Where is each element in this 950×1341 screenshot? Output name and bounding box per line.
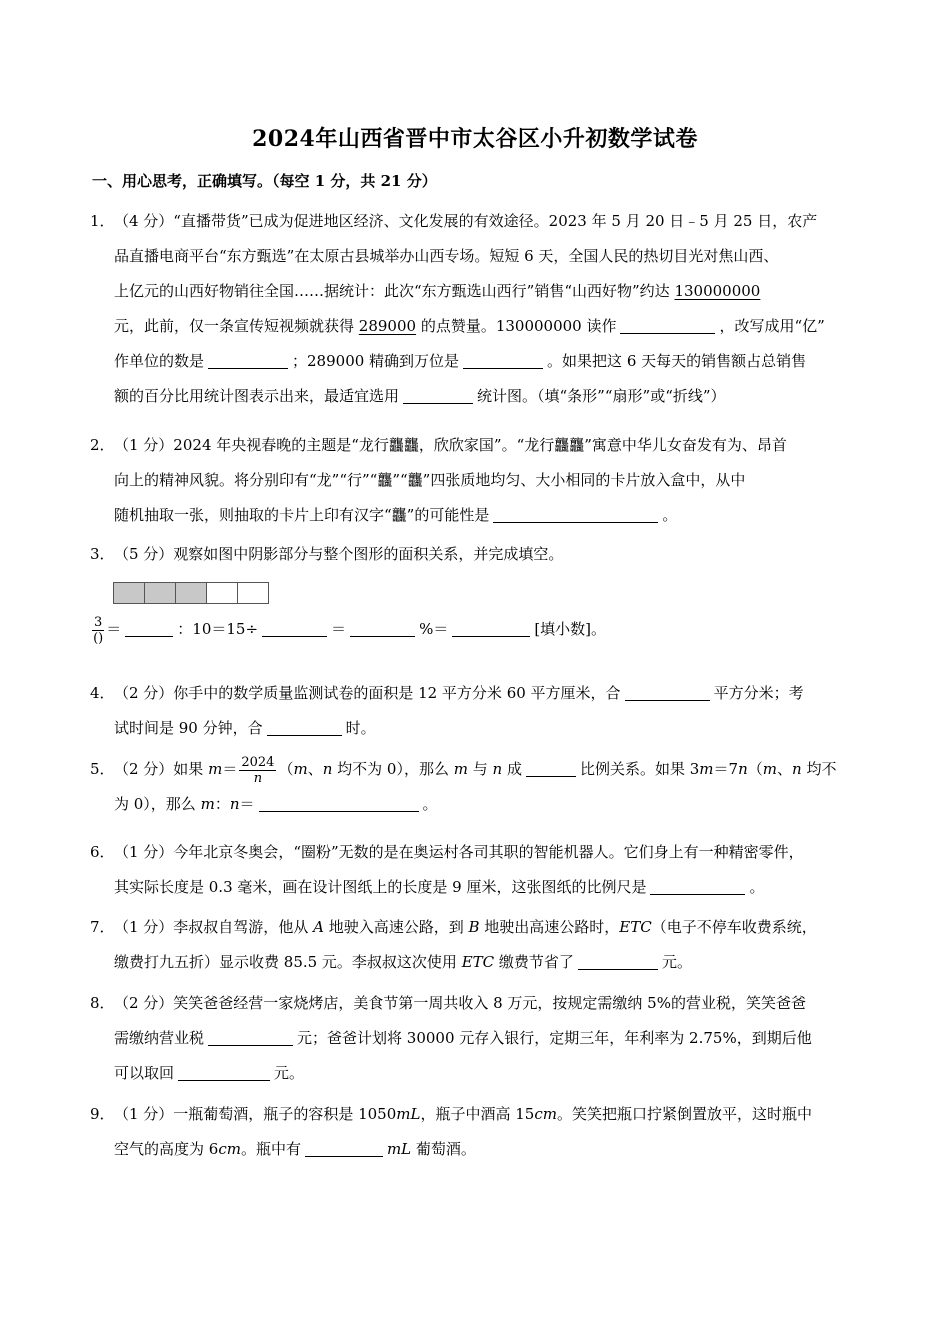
- text: 的点赞量。130000000 读作: [416, 317, 617, 335]
- question-number: 3．: [90, 545, 115, 563]
- variable-m: m: [762, 760, 777, 778]
- question-number: 1．: [90, 212, 115, 230]
- text: 成: [502, 760, 522, 778]
- text: ；289000 精确到万位是: [292, 352, 460, 370]
- text: （4 分）“直播带货”已成为促进地区经济、文化发展的有效途径。2023 年 5 月 20 日﹣5 月 25 日，农产: [114, 212, 818, 230]
- answer-blank[interactable]: [625, 684, 710, 701]
- text: （: [747, 760, 763, 778]
- answer-blank[interactable]: [578, 953, 658, 970]
- text: （: [278, 760, 294, 778]
- answer-blank[interactable]: [267, 719, 342, 736]
- text: ：10＝15÷: [177, 620, 259, 638]
- text: （1 分）今年北京冬奥会，“圈粉”无数的是在奥运村各司其职的智能机器人。它们身上有一种精密零件，: [114, 843, 804, 861]
- text: 时。: [345, 719, 376, 737]
- text: ＝: [222, 760, 238, 778]
- numerator: 3: [94, 614, 103, 630]
- text: 元，此前，仅一条宣传短视频就获得: [114, 317, 359, 335]
- text: 需缴纳营业税: [114, 1029, 205, 1047]
- unit-cm: cm: [534, 1105, 557, 1123]
- text: 品直播电商平台“东方甄选”在太原古县城举办山西专场。短短 6 天，全国人民的热切目光对焦山西、: [114, 247, 779, 265]
- text: 均不: [801, 760, 837, 778]
- text: 。: [662, 506, 678, 524]
- question-1: [90, 204, 860, 414]
- text: 葡萄酒。: [411, 1140, 476, 1158]
- text: （电子不停车收费系统，: [651, 918, 817, 936]
- answer-blank[interactable]: [178, 1064, 270, 1081]
- variable-m: m: [453, 760, 468, 778]
- question-7: [90, 910, 860, 980]
- underlined-number: 130000000: [674, 282, 761, 300]
- answer-blank[interactable]: [262, 620, 327, 637]
- text: 。: [749, 878, 765, 896]
- question-3: [90, 537, 860, 647]
- answer-blank[interactable]: [305, 1140, 383, 1157]
- text: 。瓶中有: [240, 1140, 301, 1158]
- variable-m: m: [200, 795, 215, 813]
- question-number: 2．: [90, 436, 115, 454]
- unshaded-cell: [206, 582, 238, 604]
- answer-blank[interactable]: [493, 506, 658, 523]
- variable-m: m: [293, 760, 308, 778]
- shaded-cell: [175, 582, 207, 604]
- answer-blank[interactable]: [620, 317, 715, 334]
- text: 为 0），那么: [114, 795, 201, 813]
- text: 随机抽取一张，则抽取的卡片上印有汉字“龘”的可能性是: [114, 506, 490, 524]
- text: （1 分）李叔叔自驾游，他从: [114, 918, 314, 936]
- unit-cm: cm: [218, 1140, 241, 1158]
- numerator: 2024: [241, 754, 275, 770]
- question-9: [90, 1097, 860, 1167]
- text: 平方分米；考: [713, 684, 804, 702]
- variable-m: m: [208, 760, 223, 778]
- denominator: (): [93, 630, 104, 646]
- underlined-number: 289000: [358, 317, 417, 335]
- variable-n: n: [738, 760, 748, 778]
- unit-ml: mL: [386, 1140, 412, 1158]
- text: 地驶入高速公路，到: [323, 918, 469, 936]
- text: 试时间是 90 分钟，合: [114, 719, 263, 737]
- unshaded-cell: [237, 582, 269, 604]
- text: ＝: [106, 620, 122, 638]
- shaded-rectangle-figure: [114, 582, 860, 604]
- variable-n: n: [792, 760, 802, 778]
- variable-a: A: [313, 918, 324, 936]
- text: 元。: [274, 1064, 305, 1082]
- answer-blank[interactable]: [125, 620, 173, 637]
- shaded-cell: [144, 582, 176, 604]
- fraction: [239, 755, 276, 786]
- etc-term: ETC: [461, 953, 495, 971]
- text: ，瓶子中酒高 15: [420, 1105, 535, 1123]
- text: 其实际长度是 0.3 毫米，画在设计图纸上的长度是 9 厘米，这张图纸的比例尺是: [114, 878, 647, 896]
- text: 元；爸爸计划将 30000 元存入银行，定期三年，年利率为 2.75%，到期后他: [297, 1029, 812, 1047]
- question-4: [90, 676, 860, 746]
- question-8: [90, 986, 860, 1091]
- text: （2 分）笑笑爸爸经营一家烧烤店，美食节第一周共收入 8 万元，按规定需缴纳 5%的营业税，笑笑爸爸: [114, 994, 806, 1012]
- text: ＝7: [713, 760, 739, 778]
- answer-blank[interactable]: [403, 387, 473, 404]
- text: 缴费节省了: [494, 953, 574, 971]
- text: 统计图。（填“条形”“扇形”或“折线”）: [477, 387, 726, 405]
- section-heading: 一、用心思考，正确填写。（每空 1 分，共 21 分）: [92, 172, 437, 190]
- text: 。笑笑把瓶口拧紧倒置放平，这时瓶中: [556, 1105, 812, 1123]
- variable-n: n: [322, 760, 333, 778]
- text: （5 分）观察如图中阴影部分与整个图形的面积关系，并完成填空。: [114, 545, 564, 563]
- page-title: 2024年山西省晋中市太谷区小升初数学试卷: [252, 126, 698, 152]
- text: 向上的精神风貌。将分别印有“龙”“行”“龘”“龘”四张质地均匀、大小相同的卡片放入盒中，从中: [114, 471, 746, 489]
- question-5: [90, 752, 860, 822]
- question-number: 7．: [90, 918, 115, 936]
- text: ，改写成用“亿”: [719, 317, 825, 335]
- denominator: n: [253, 770, 263, 786]
- text: 额的百分比用统计图表示出来，最适宜选用: [114, 387, 400, 405]
- text: 。: [422, 795, 438, 813]
- etc-term: ETC: [619, 918, 652, 936]
- text: 缴费打九五折）显示收费 85.5 元。李叔叔这次使用: [114, 953, 462, 971]
- unit-ml: mL: [396, 1105, 421, 1123]
- text: 比例关系。如果 3: [579, 760, 700, 778]
- question-6: [90, 835, 860, 905]
- text: 元。: [661, 953, 692, 971]
- text: 作单位的数是: [114, 352, 205, 370]
- text: （2 分）你手中的数学质量监测试卷的面积是 12 平方分米 60 平方厘米，合: [114, 684, 621, 702]
- answer-blank[interactable]: [452, 620, 530, 637]
- text: 与: [467, 760, 493, 778]
- question-number: 4．: [90, 684, 115, 702]
- text: （2 分）如果: [114, 760, 209, 778]
- answer-blank[interactable]: [463, 352, 543, 369]
- text: 上亿元的山西好物销往全国……据统计：此次“东方甄选山西行”销售“山西好物”约达: [114, 282, 675, 300]
- text: 可以取回: [114, 1064, 175, 1082]
- answer-blank[interactable]: [208, 352, 288, 369]
- text: %＝: [419, 620, 449, 638]
- variable-n: n: [229, 795, 240, 813]
- question-2: [90, 428, 860, 533]
- answer-blank[interactable]: [208, 1029, 293, 1046]
- question-number: 9．: [90, 1105, 115, 1123]
- variable-n: n: [492, 760, 503, 778]
- text: ：: [214, 795, 230, 813]
- text: ＝: [239, 795, 255, 813]
- answer-blank[interactable]: [526, 760, 576, 777]
- text: 均不为 0），那么: [332, 760, 454, 778]
- question-number: 5．: [90, 760, 115, 778]
- shaded-cell: [113, 582, 145, 604]
- variable-b: B: [468, 918, 480, 936]
- question-number: 6．: [90, 843, 115, 861]
- fraction: [92, 615, 104, 646]
- text: 、: [776, 760, 792, 778]
- text: （1 分）一瓶葡萄酒，瓶子的容积是 1050: [114, 1105, 397, 1123]
- text: 、: [307, 760, 323, 778]
- text: [填小数]。: [534, 620, 607, 638]
- answer-blank[interactable]: [259, 795, 419, 812]
- variable-m: m: [699, 760, 714, 778]
- question-number: 8．: [90, 994, 115, 1012]
- text: 地驶出高速公路时，: [479, 918, 620, 936]
- answer-blank[interactable]: [650, 878, 745, 895]
- text: 。如果把这 6 天每天的销售额占总销售: [547, 352, 807, 370]
- text: ＝: [331, 620, 347, 638]
- text: （1 分）2024 年央视春晚的主题是“龙行龘龘，欣欣家国”。“龙行龘龘”寓意中华儿女奋发有为、昂首: [114, 436, 787, 454]
- answer-blank[interactable]: [350, 620, 415, 637]
- text: 空气的高度为 6: [114, 1140, 219, 1158]
